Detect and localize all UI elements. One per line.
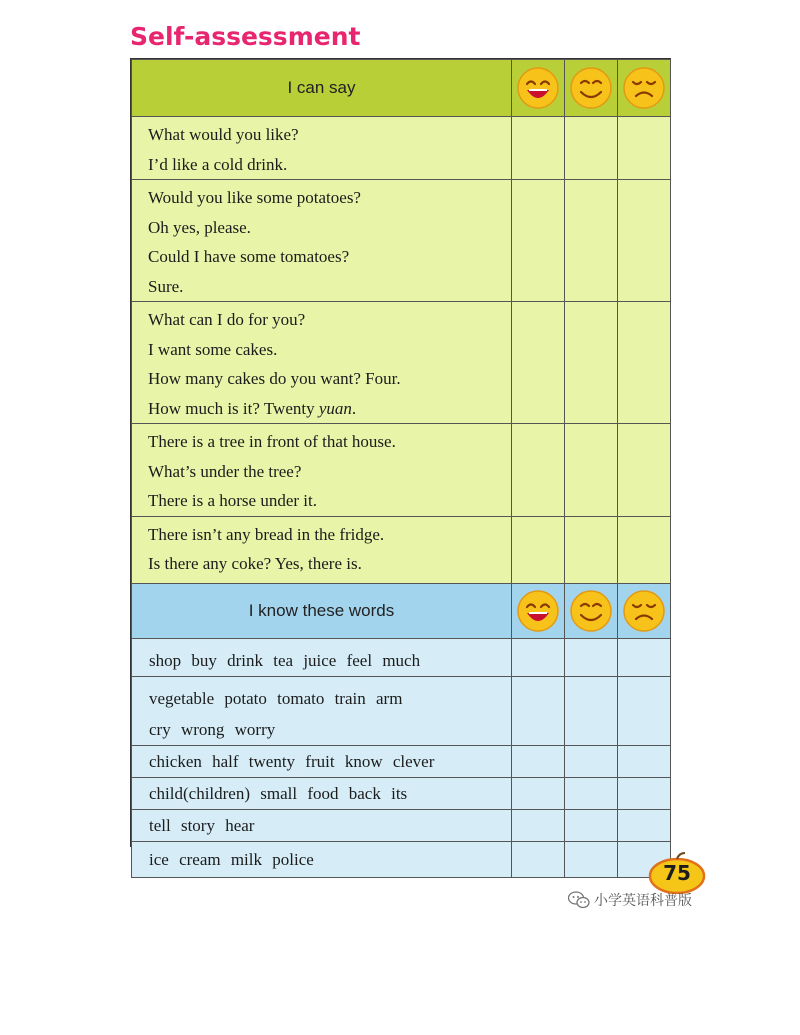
sentence: Could I have some tomatoes? <box>148 247 350 266</box>
rating-cell-sad[interactable] <box>618 117 671 180</box>
sentence: I want some cakes. <box>148 339 278 359</box>
rating-cell-smile[interactable] <box>565 424 618 517</box>
table-row <box>132 745 671 777</box>
rating-cell-sad[interactable] <box>618 676 671 745</box>
rating-cell-smile[interactable] <box>565 180 618 302</box>
page-number-badge <box>647 852 707 894</box>
table-row <box>132 841 671 877</box>
rating-cell-laugh[interactable] <box>512 638 565 676</box>
rating-cell-sad[interactable] <box>618 302 671 424</box>
say-group-3 <box>132 302 512 424</box>
sentence-part: How much is it? Twenty <box>148 398 319 418</box>
watermark-text: 小学英语科普版 <box>594 893 692 909</box>
table-row <box>132 302 671 424</box>
table-row <box>132 638 671 676</box>
rating-cell-laugh[interactable] <box>512 676 565 745</box>
rating-cell-laugh[interactable] <box>512 424 565 517</box>
sentence: There is a tree in front of that house. <box>148 432 396 451</box>
table-row <box>132 516 671 583</box>
sentence: There is a horse under it. <box>148 491 317 510</box>
say-header-row <box>132 60 671 117</box>
sentence: Oh yes, please. <box>148 217 251 237</box>
word-group-5 <box>132 809 512 841</box>
rating-cell-sad[interactable] <box>618 424 671 517</box>
sentence: Is there any coke? Yes, there is. <box>148 554 362 573</box>
rating-cell-smile[interactable] <box>565 516 618 583</box>
word-list: vegetable potato tomato train arm <box>149 688 403 708</box>
table-row <box>132 676 671 745</box>
rating-cell-sad[interactable] <box>618 745 671 777</box>
rating-cell-sad[interactable] <box>618 516 671 583</box>
table-row <box>132 777 671 809</box>
rating-cell-laugh[interactable] <box>512 180 565 302</box>
rating-cell-laugh[interactable] <box>512 117 565 180</box>
word-group-3 <box>132 745 512 777</box>
say-group-4 <box>132 424 512 517</box>
word-group-2 <box>132 676 512 745</box>
rating-cell-laugh[interactable] <box>512 777 565 809</box>
rating-cell-smile[interactable] <box>565 745 618 777</box>
table-row <box>132 117 671 180</box>
word-group-1 <box>132 638 512 676</box>
rating-cell-smile[interactable] <box>565 777 618 809</box>
smiling-face-icon <box>565 583 618 638</box>
table-row <box>132 180 671 302</box>
rating-cell-sad[interactable] <box>618 777 671 809</box>
word-list: child(children) small food back its <box>149 783 408 803</box>
sentence: Sure. <box>148 276 184 296</box>
sentence: What would you like? <box>148 125 299 144</box>
rating-cell-laugh[interactable] <box>512 516 565 583</box>
rating-cell-smile[interactable] <box>565 117 618 180</box>
sad-face-icon <box>618 583 671 638</box>
say-group-1 <box>132 117 512 180</box>
page-title: Self-assessment <box>130 22 361 51</box>
rating-cell-laugh[interactable] <box>512 745 565 777</box>
rating-cell-laugh[interactable] <box>512 809 565 841</box>
say-group-2 <box>132 180 512 302</box>
sentence-italic-word: yuan <box>318 398 352 418</box>
word-list: ice cream milk police <box>149 849 314 869</box>
rating-cell-smile[interactable] <box>565 809 618 841</box>
smiling-face-icon <box>565 60 618 117</box>
word-list: tell story hear <box>149 815 255 835</box>
sentence: What can I do for you? <box>148 310 306 329</box>
sentence: How many cakes do you want? Four. <box>148 369 401 388</box>
word-list: cry wrong worry <box>149 719 276 739</box>
sentence: What’s under the tree? <box>148 461 302 481</box>
laughing-face-icon <box>512 583 565 638</box>
sentence: I’d like a cold drink. <box>148 154 288 174</box>
say-group-5 <box>132 516 512 583</box>
watermark <box>568 889 692 911</box>
word-list: chicken half twenty fruit know clever <box>149 751 435 771</box>
self-assessment-table <box>130 58 671 869</box>
rating-cell-sad[interactable] <box>618 638 671 676</box>
sentence-part: . <box>351 398 357 418</box>
sentence: Would you like some potatoes? <box>148 188 361 207</box>
word-group-4 <box>132 777 512 809</box>
table-row <box>132 809 671 841</box>
rating-cell-smile[interactable] <box>565 841 618 877</box>
page-number: 75 <box>663 861 691 885</box>
sentence <box>148 394 511 424</box>
rating-cell-laugh[interactable] <box>512 841 565 877</box>
table-row <box>132 424 671 517</box>
say-header-label: I can say <box>132 60 512 117</box>
rating-cell-smile[interactable] <box>565 302 618 424</box>
rating-cell-sad[interactable] <box>618 809 671 841</box>
sentence: There isn’t any bread in the fridge. <box>148 524 385 544</box>
rating-cell-sad[interactable] <box>618 180 671 302</box>
know-header-row <box>132 583 671 638</box>
word-group-6 <box>132 841 512 877</box>
word-list: shop buy drink tea juice feel much <box>149 650 421 670</box>
wechat-icon <box>568 891 590 909</box>
rating-cell-smile[interactable] <box>565 676 618 745</box>
know-header-label: I know these words <box>132 583 512 638</box>
sad-face-icon <box>618 60 671 117</box>
rating-cell-smile[interactable] <box>565 638 618 676</box>
laughing-face-icon <box>512 60 565 117</box>
rating-cell-laugh[interactable] <box>512 302 565 424</box>
